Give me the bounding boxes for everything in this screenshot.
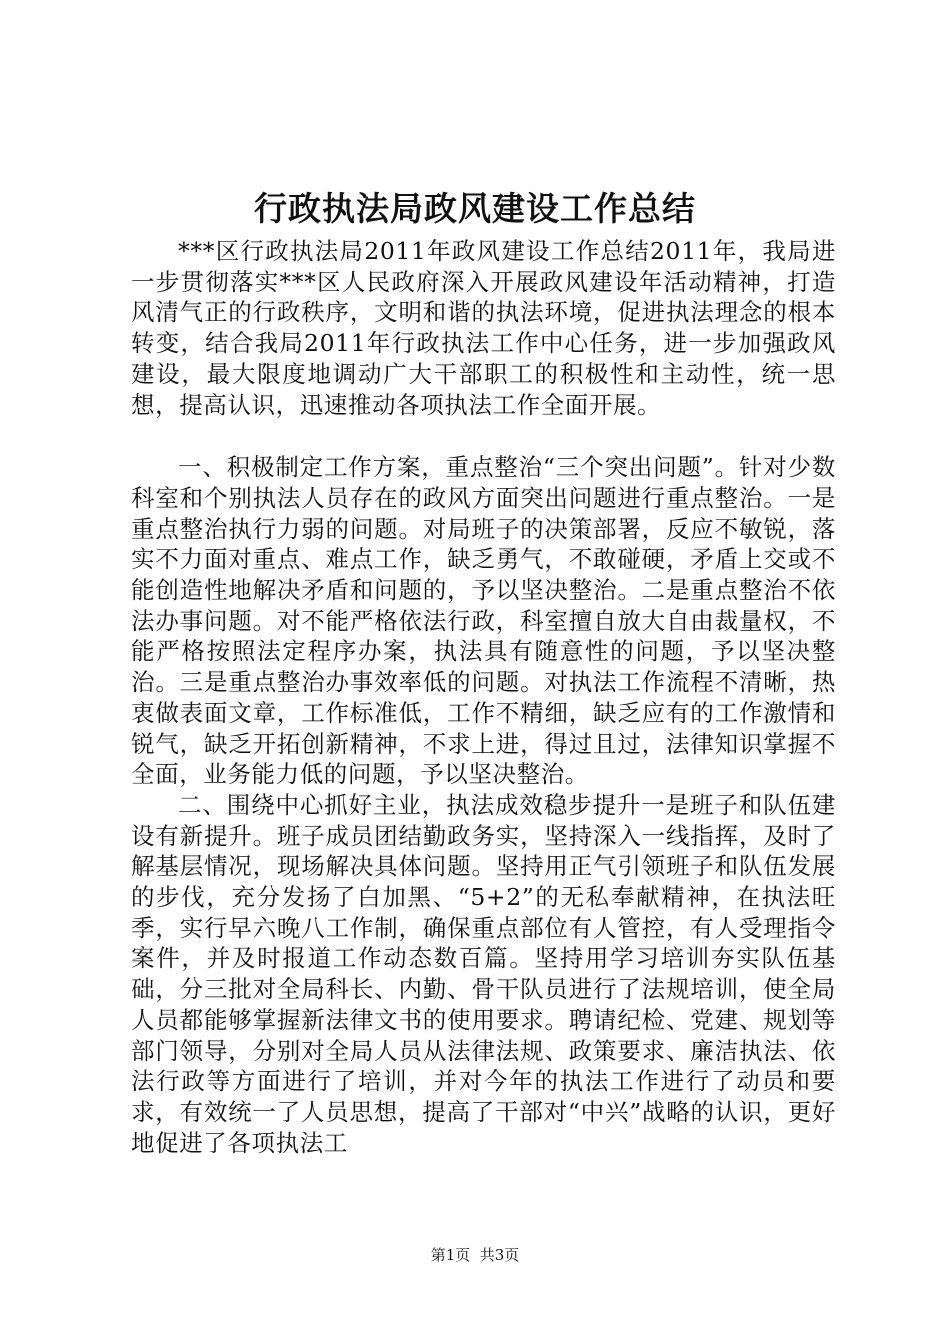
paragraph-spacer [131, 420, 836, 452]
page-footer [0, 1245, 950, 1265]
paragraph-intro: ***区行政执法局2011年政风建设工作总结2011年，我局进一步贯彻落实***区人民政府深入开展政风建设年活动精神，打造风清气正的行政秩序，文明和谐的执法环境，促进执法理念的根本转变，结合我局2011年行政执法工作中心任务，进一步加强政风建设，最大限度地调动广大干部职工的积极性和主动性，统一思想，提高认识，迅速推动各项执法工作全面开展。 [131, 237, 836, 419]
document-body [131, 236, 836, 1158]
paragraph-section-one: 一、积极制定工作方案，重点整治“三个突出问题”。针对少数科室和个别执法人员存在的政风方面突出问题进行重点整治。一是重点整治执行力弱的问题。对局班子的决策部署，反应不敏锐，落实不力面对重点、难点工作，缺乏勇气，不敢碰硬，矛盾上交或不能创造性地解决矛盾和问题的，予以坚决整治。二是重点整治不依法办事问题。对不能严格依法行政，科室擅自放大自由裁量权，不能严格按照法定程序办案，执法具有随意性的问题，予以坚决整治。三是重点整治办事效率低的问题。对执法工作流程不清晰，热衷做表面文章，工作标准低，工作不精细，缺乏应有的工作激情和锐气，缺乏开拓创新精神，不求上进，得过且过，法律知识掌握不全面，业务能力低的问题，予以坚决整治。 [131, 453, 836, 789]
document-title: 行政执法局政风建设工作总结 [254, 189, 696, 228]
paragraph-section-two: 二、围绕中心抓好主业，执法成效稳步提升一是班子和队伍建设有新提升。班子成员团结勤政务实，坚持深入一线指挥，及时了解基层情况，现场解决具体问题。坚持用正气引领班子和队伍发展的步伐，充分发扬了白加黑、“5+2”的无私奉献精神，在执法旺季，实行早六晚八工作制，确保重点部位有人管控，有人受理指令案件，并及时报道工作动态数百篇。坚持用学习培训夯实队伍基础，分三批对全局科长、内勤、骨干队员进行了法规培训，使全局人员都能够掌握新法律文书的使用要求。聘请纪检、党建、规划等部门领导，分别对全局人员从法律法规、政策要求、廉洁执法、依法行政等方面进行了培训，并对今年的执法工作进行了动员和要求，有效统一了人员思想，提高了干部对“中兴”战略的认识，更好地促进了各项执法工 [131, 790, 836, 1157]
page-number-label: 第1页 共3页 [430, 1246, 520, 1264]
